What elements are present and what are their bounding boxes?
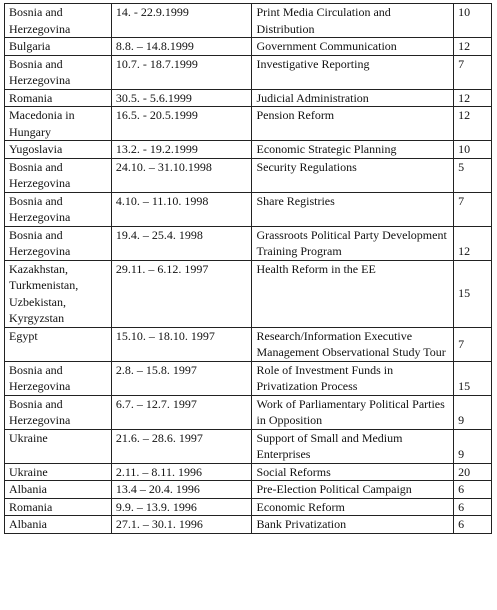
participants-cell bbox=[454, 192, 492, 226]
participants-cell bbox=[454, 498, 492, 516]
topic-cell: Print Media Circulation and Distribution bbox=[252, 4, 454, 38]
participants-cell bbox=[454, 481, 492, 499]
country-cell: Bulgaria bbox=[5, 38, 112, 56]
country-cell: Bosnia and Herzegovina bbox=[5, 158, 112, 192]
country-cell: Romania bbox=[5, 89, 112, 107]
table-row bbox=[5, 395, 492, 429]
participants-cell bbox=[454, 55, 492, 89]
participants-value: 20 bbox=[458, 464, 471, 479]
table-row bbox=[5, 516, 492, 534]
country-cell: Bosnia and Herzegovina bbox=[5, 395, 112, 429]
country-cell: Bosnia and Herzegovina bbox=[5, 192, 112, 226]
dates-cell: 14. - 22.9.1999 bbox=[111, 4, 252, 38]
dates-cell: 24.10. – 31.10.1998 bbox=[111, 158, 252, 192]
table-row bbox=[5, 38, 492, 56]
dates-cell: 13.4 – 20.4. 1996 bbox=[111, 481, 252, 499]
topic-cell: Grassroots Political Party Development Training Program bbox=[252, 226, 454, 260]
participants-cell bbox=[454, 107, 492, 141]
dates-cell: 13.2. - 19.2.1999 bbox=[111, 141, 252, 159]
participants-cell bbox=[454, 260, 492, 327]
dates-cell: 15.10. – 18.10. 1997 bbox=[111, 327, 252, 361]
dates-cell: 30.5. - 5.6.1999 bbox=[111, 89, 252, 107]
participants-cell bbox=[454, 141, 492, 159]
table-body bbox=[5, 4, 492, 534]
dates-cell: 19.4. – 25.4. 1998 bbox=[111, 226, 252, 260]
table-row bbox=[5, 226, 492, 260]
country-cell: Romania bbox=[5, 498, 112, 516]
participants-cell bbox=[454, 429, 492, 463]
participants-cell bbox=[454, 4, 492, 38]
dates-cell: 6.7. – 12.7. 1997 bbox=[111, 395, 252, 429]
participants-value: 7 bbox=[458, 336, 465, 351]
country-cell: Kazakhstan, Turkmenistan, Uzbekistan, Kyrgyzstan bbox=[5, 260, 112, 327]
topic-cell: Judicial Administration bbox=[252, 89, 454, 107]
topic-cell: Role of Investment Funds in Privatization Process bbox=[252, 361, 454, 395]
country-cell: Albania bbox=[5, 481, 112, 499]
country-cell: Egypt bbox=[5, 327, 112, 361]
dates-cell: 2.11. – 8.11. 1996 bbox=[111, 463, 252, 481]
participants-value: 7 bbox=[458, 56, 465, 71]
dates-cell: 16.5. - 20.5.1999 bbox=[111, 107, 252, 141]
table-row bbox=[5, 260, 492, 327]
dates-cell: 8.8. – 14.8.1999 bbox=[111, 38, 252, 56]
table-row bbox=[5, 141, 492, 159]
country-cell: Ukraine bbox=[5, 463, 112, 481]
participants-value: 15 bbox=[458, 379, 471, 393]
participants-value: 12 bbox=[458, 108, 471, 122]
participants-cell bbox=[454, 327, 492, 361]
participants-cell bbox=[454, 361, 492, 395]
participants-value: 5 bbox=[458, 159, 465, 174]
table-row bbox=[5, 463, 492, 481]
table-row bbox=[5, 158, 492, 192]
topic-cell: Government Communication bbox=[252, 38, 454, 56]
topic-cell: Research/Information Executive Management Observational Study Tour bbox=[252, 327, 454, 361]
dates-cell: 27.1. – 30.1. 1996 bbox=[111, 516, 252, 534]
country-cell: Bosnia and Herzegovina bbox=[5, 226, 112, 260]
table-row bbox=[5, 89, 492, 107]
table-row bbox=[5, 429, 492, 463]
dates-cell: 2.8. – 15.8. 1997 bbox=[111, 361, 252, 395]
topic-cell: Economic Strategic Planning bbox=[252, 141, 454, 159]
topic-cell: Health Reform in the EE bbox=[252, 260, 454, 327]
dates-cell: 9.9. – 13.9. 1996 bbox=[111, 498, 252, 516]
participants-cell bbox=[454, 158, 492, 192]
topic-cell: Work of Parliamentary Political Parties in Opposition bbox=[252, 395, 454, 429]
topic-cell: Security Regulations bbox=[252, 158, 454, 192]
dates-cell: 10.7. - 18.7.1999 bbox=[111, 55, 252, 89]
participants-value: 6 bbox=[458, 499, 465, 514]
country-cell: Bosnia and Herzegovina bbox=[5, 361, 112, 395]
topic-cell: Support of Small and Medium Enterprises bbox=[252, 429, 454, 463]
participants-value: 12 bbox=[458, 244, 471, 258]
table-row bbox=[5, 4, 492, 38]
participants-value: 6 bbox=[458, 517, 465, 531]
participants-value: 10 bbox=[458, 142, 471, 156]
dates-cell: 29.11. – 6.12. 1997 bbox=[111, 260, 252, 327]
training-programs-table bbox=[4, 3, 492, 534]
table-row bbox=[5, 498, 492, 516]
participants-value: 7 bbox=[458, 193, 465, 208]
table-row bbox=[5, 107, 492, 141]
participants-cell bbox=[454, 226, 492, 260]
participants-value: 6 bbox=[458, 482, 465, 496]
country-cell: Macedonia in Hungary bbox=[5, 107, 112, 141]
table-row bbox=[5, 327, 492, 361]
participants-value: 12 bbox=[458, 39, 471, 53]
participants-value: 10 bbox=[458, 5, 471, 19]
participants-cell bbox=[454, 38, 492, 56]
table-row bbox=[5, 192, 492, 226]
dates-cell: 4.10. – 11.10. 1998 bbox=[111, 192, 252, 226]
country-cell: Ukraine bbox=[5, 429, 112, 463]
topic-cell: Bank Privatization bbox=[252, 516, 454, 534]
participants-cell bbox=[454, 89, 492, 107]
country-cell: Bosnia and Herzegovina bbox=[5, 4, 112, 38]
country-cell: Albania bbox=[5, 516, 112, 534]
participants-value: 9 bbox=[458, 447, 465, 461]
topic-cell: Pre-Election Political Campaign bbox=[252, 481, 454, 499]
participants-value: 9 bbox=[458, 413, 465, 427]
participants-value: 12 bbox=[458, 90, 471, 105]
topic-cell: Share Registries bbox=[252, 192, 454, 226]
table-row bbox=[5, 481, 492, 499]
participants-value: 15 bbox=[458, 286, 471, 301]
topic-cell: Pension Reform bbox=[252, 107, 454, 141]
dates-cell: 21.6. – 28.6. 1997 bbox=[111, 429, 252, 463]
participants-cell bbox=[454, 395, 492, 429]
table-row bbox=[5, 361, 492, 395]
participants-cell bbox=[454, 463, 492, 481]
topic-cell: Investigative Reporting bbox=[252, 55, 454, 89]
country-cell: Bosnia and Herzegovina bbox=[5, 55, 112, 89]
participants-cell bbox=[454, 516, 492, 534]
topic-cell: Social Reforms bbox=[252, 463, 454, 481]
country-cell: Yugoslavia bbox=[5, 141, 112, 159]
topic-cell: Economic Reform bbox=[252, 498, 454, 516]
table-row bbox=[5, 55, 492, 89]
